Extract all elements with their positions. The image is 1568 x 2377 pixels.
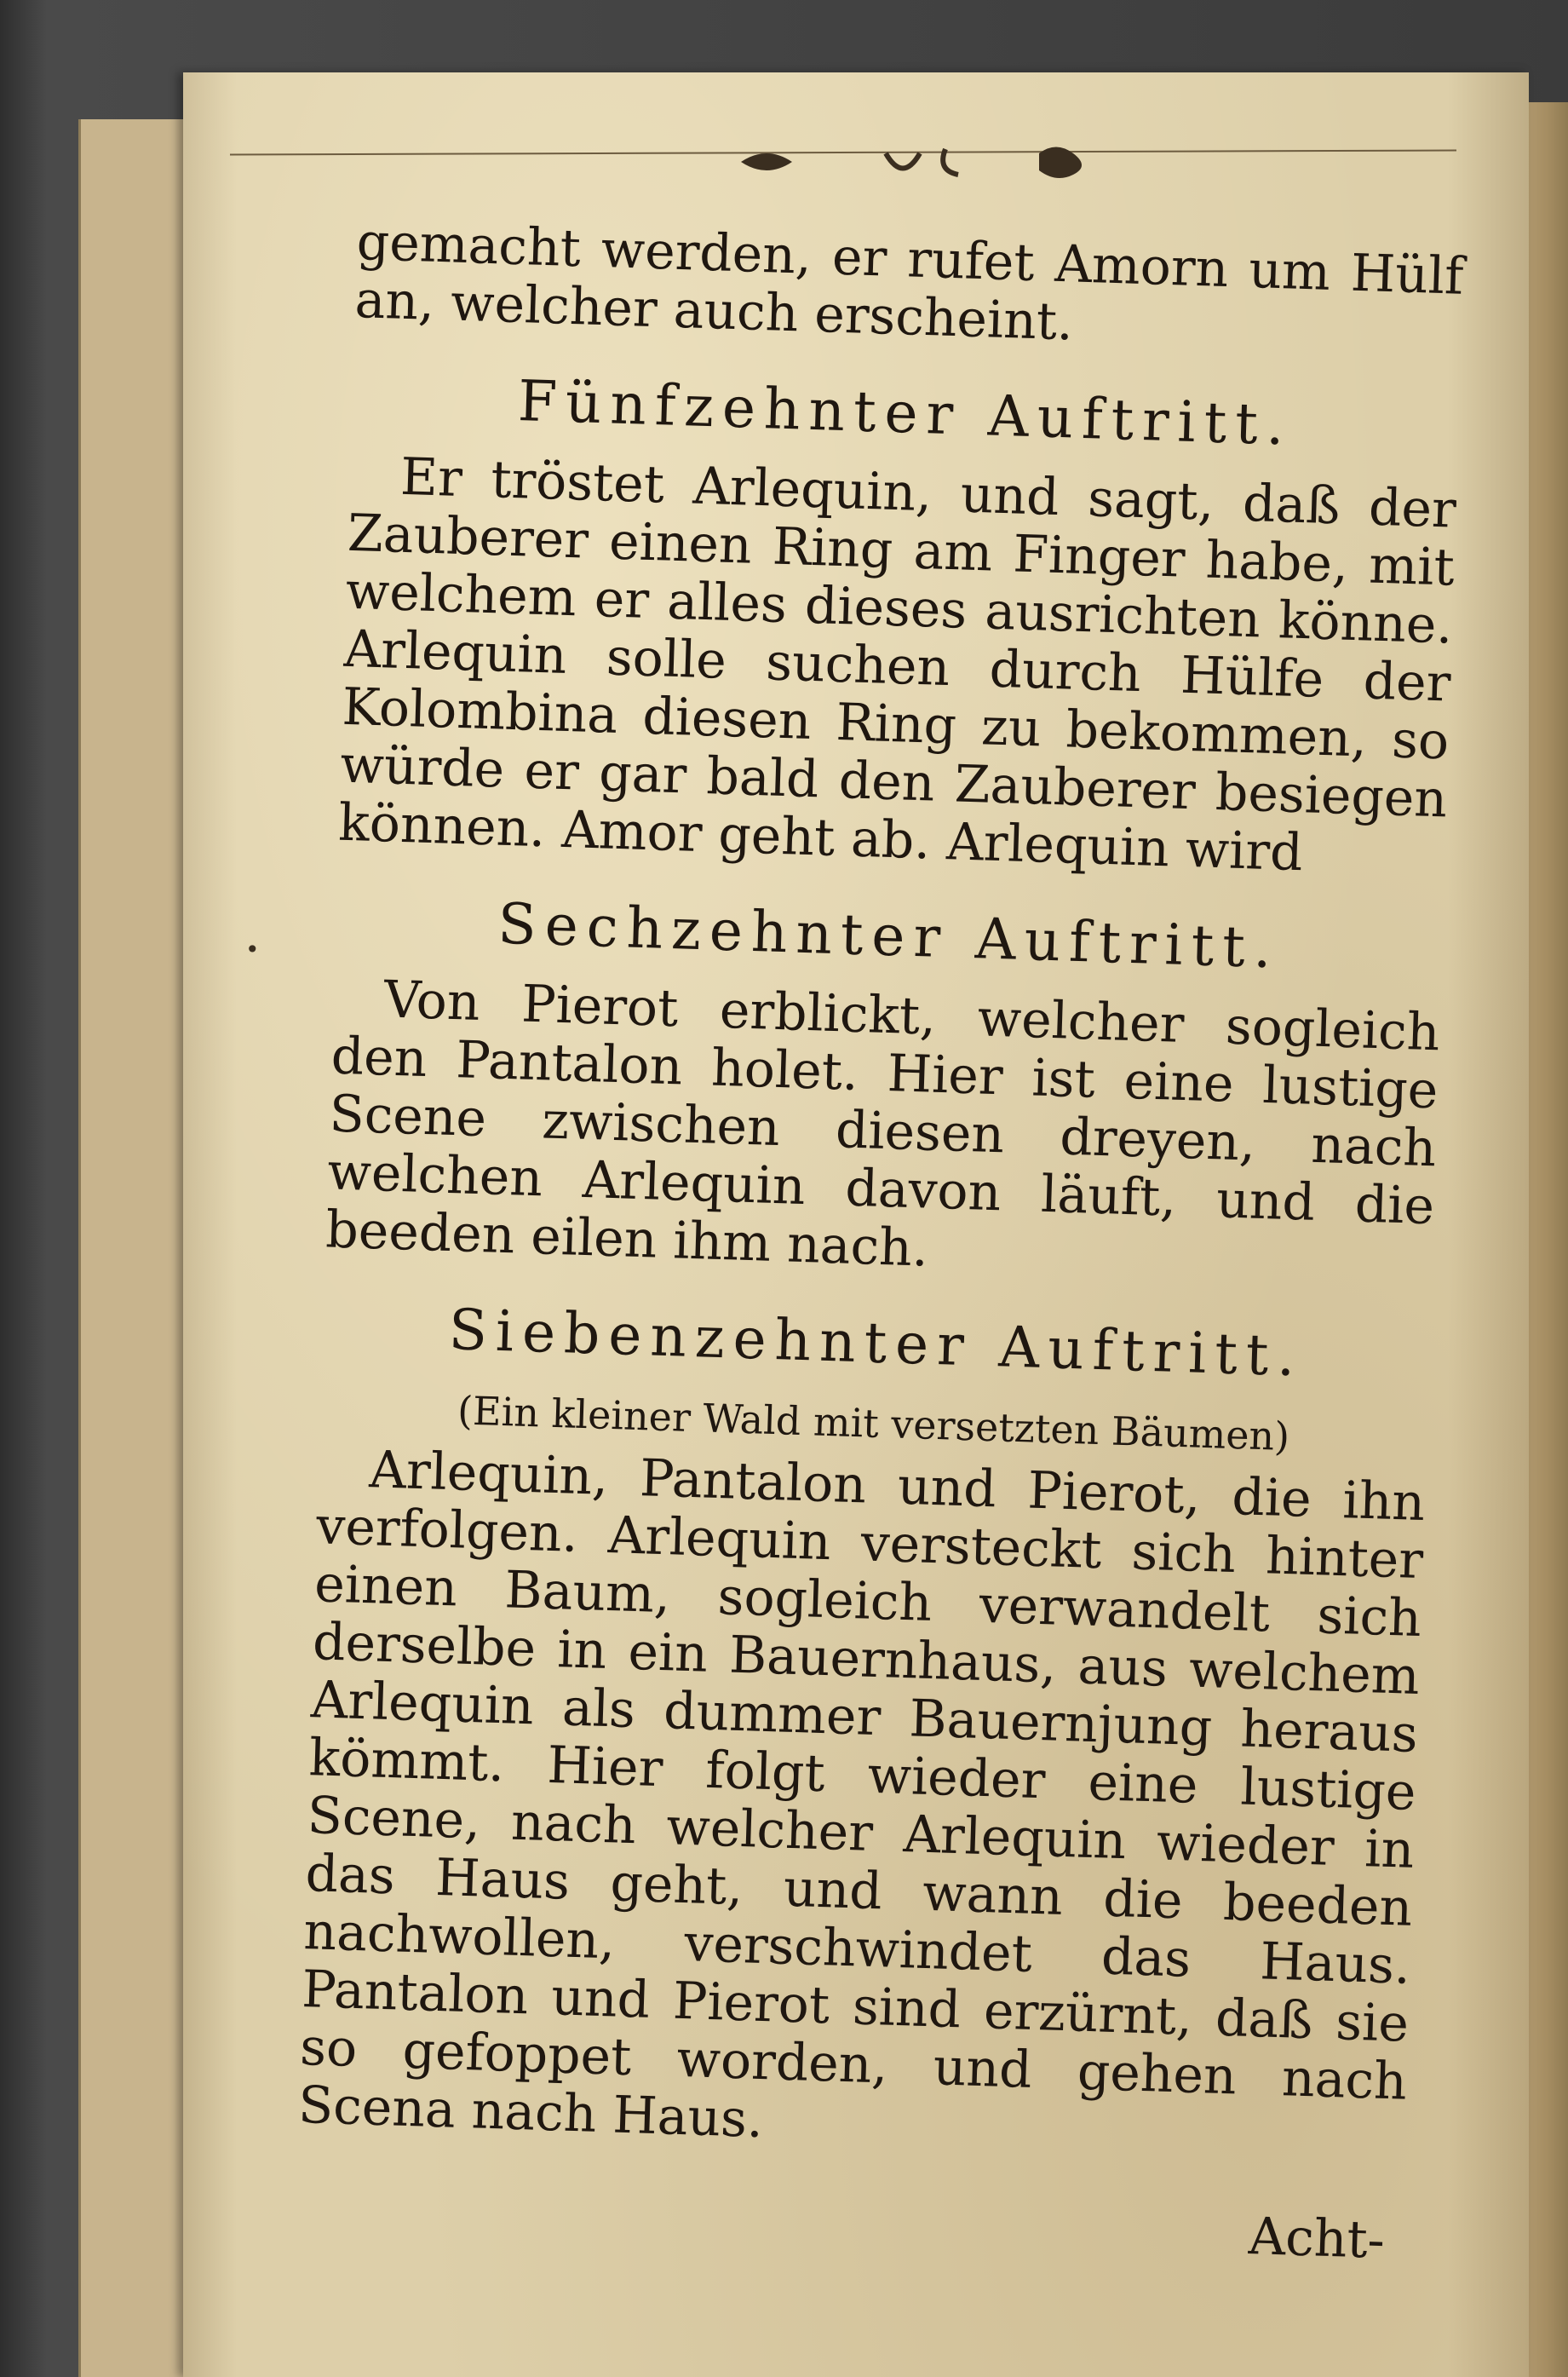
catchword: Acht- [1247, 2207, 1386, 2271]
margin-mark: • [245, 935, 260, 964]
stage-direction: (Ein kleiner Wald mit versetzten Bäumen) [457, 1387, 1290, 1460]
page-text [294, 213, 1464, 2271]
section-heading: Sechzehnter Auftritt. [497, 890, 1281, 981]
section-heading: Fünfzehnter Auftritt. [516, 368, 1294, 458]
section-16 [325, 881, 1443, 1294]
continuation-paragraph: gemacht werden, er rufet Amorn um Hülf an, welcher auch erscheint. [353, 212, 1465, 353]
section-15 [337, 358, 1460, 887]
section-text: Von Pierot erblickt, welcher sogleich den Pantalon holet. Hier ist eine lustige Scene zwischen diesen dreyen, nach welchen Arlequin davon läuft, und die beeden eilen ihm nach. [325, 970, 1441, 1279]
ornament-icon [732, 136, 1116, 187]
section-heading: Siebenzehnter Auftritt. [447, 1297, 1305, 1390]
section-text: Er tröstet Arlequin, und sagt, daß der Zauberer einen Ring am Finger habe, mit welchem er alles dieses ausrichten könne. Arlequin solle suchen durch Hülfe der Kolombina diesen Ring zu bekommen, so würde er gar bald den Zauberer besiegen können. Amor geht ab. Arlequin wird [337, 446, 1457, 883]
section-17 [297, 1287, 1431, 2168]
section-text: Arlequin, Pantalon und Pierot, die ihn verfolgen. Arlequin versteckt sich hinter einen Baum, sogleich verwandelt sich derselbe in ein Bauernhaus, aus welchem Arlequin als dummer Bauernjung heraus kömmt. Hier folgt wieder eine lustige Scene, nach welcher Arlequin wieder in das Haus geht, und wann die beeden nachwollen, verschwindet das Haus. Pantalon und Pierot sind erzürnt, daß sie so gefoppet worden, und gehen nach Scena nach Haus. [297, 1440, 1427, 2150]
